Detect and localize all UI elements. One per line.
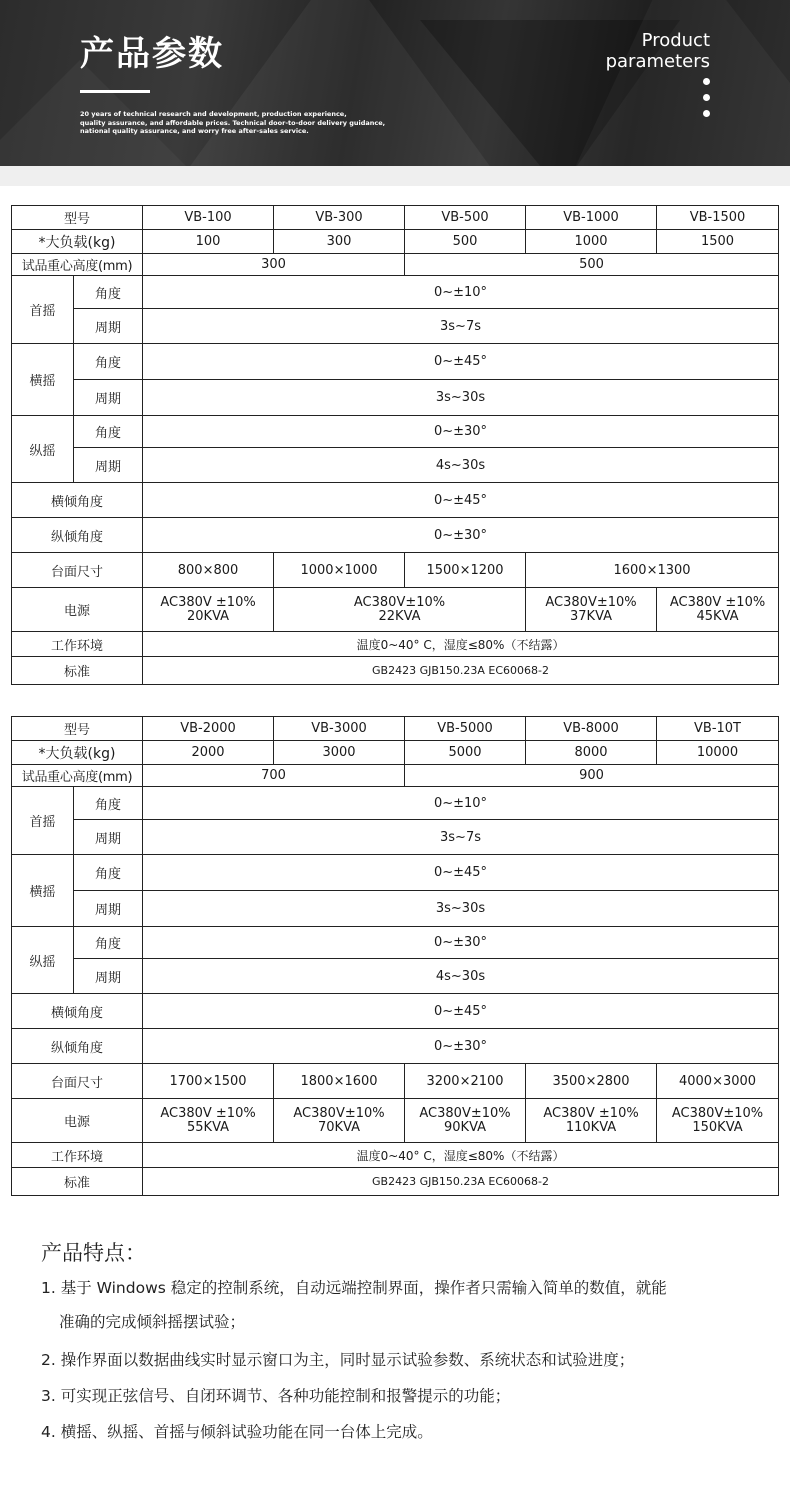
power-kva: 150KVA <box>692 1119 743 1135</box>
row-sublabel: 周期 <box>74 891 143 927</box>
table-cell: VB-3000 <box>274 717 405 741</box>
table-cell: 2000 <box>143 741 274 765</box>
table-cell: 900 <box>405 765 779 787</box>
table-cell: 1500×1200 <box>405 553 526 588</box>
table-cell: VB-5000 <box>405 717 526 741</box>
row-label: 工作环境 <box>12 1143 143 1168</box>
power-kva: 22KVA <box>378 608 421 624</box>
english-title-line: parameters <box>605 51 710 72</box>
row-sublabel: 角度 <box>74 927 143 959</box>
power-voltage: AC380V ±10% <box>160 594 256 610</box>
subtitle-line: quality assurance, and affordable prices. Technical door-to-door delivery guidance, <box>80 118 386 127</box>
row-label: 型号 <box>12 206 143 230</box>
row-sublabel: 周期 <box>74 448 143 483</box>
table-row <box>12 588 779 632</box>
table-row <box>12 657 779 685</box>
row-label: *大负载(kg) <box>12 230 143 254</box>
row-label: 首摇 <box>12 787 74 855</box>
power-voltage: AC380V±10% <box>545 594 637 610</box>
row-label: 型号 <box>12 717 143 741</box>
feature-line: 准确的完成倾斜摇摆试验； <box>59 1313 246 1331</box>
english-title <box>510 30 710 72</box>
table-cell: VB-300 <box>274 206 405 230</box>
title-underline <box>80 90 150 93</box>
spec-table-2 <box>11 716 779 1196</box>
table-cell: 0~±10° <box>143 787 779 820</box>
feature-item: 2. 操作界面以数据曲线实时显示窗口为主，同时显示试验参数、系统状态和试验进度； <box>41 1351 635 1369</box>
feature-item: 4. 横摇、纵摇、首摇与倾斜试验功能在同一台体上完成。 <box>41 1423 433 1441</box>
row-sublabel: 角度 <box>74 855 143 891</box>
table-cell: 3000 <box>274 741 405 765</box>
table-cell: 3s~7s <box>143 820 779 855</box>
banner-decoration <box>560 0 790 166</box>
table-row <box>12 553 779 588</box>
table-row <box>12 959 779 994</box>
table-cell: 1600×1300 <box>526 553 779 588</box>
table-cell: 0~±45° <box>143 483 779 518</box>
features-title: 产品特点： <box>41 1241 146 1265</box>
row-label: 工作环境 <box>12 632 143 657</box>
table-cell: 10000 <box>657 741 779 765</box>
row-label: 横摇 <box>12 344 74 416</box>
table-cell: 0~±30° <box>143 1029 779 1064</box>
row-label: 横倾角度 <box>12 994 143 1029</box>
table-cell <box>274 588 526 632</box>
table-cell <box>143 1099 274 1143</box>
power-voltage: AC380V±10% <box>419 1105 511 1121</box>
row-sublabel: 角度 <box>74 276 143 309</box>
table-cell: 1000×1000 <box>274 553 405 588</box>
power-kva: 70KVA <box>318 1119 361 1135</box>
power-voltage: AC380V±10% <box>671 1105 764 1121</box>
table-row <box>12 820 779 855</box>
row-label: 纵摇 <box>12 927 74 994</box>
table-cell: 500 <box>405 254 779 276</box>
table-row <box>12 1029 779 1064</box>
table-cell <box>274 1099 405 1143</box>
feature-item: 3. 可实现正弦信号、自闭环调节、各种功能控制和报警提示的功能； <box>41 1387 511 1405</box>
table-row <box>12 1064 779 1099</box>
table-cell: 8000 <box>526 741 657 765</box>
table-cell: VB-10T <box>657 717 779 741</box>
table-cell <box>526 588 657 632</box>
table-row <box>12 741 779 765</box>
table-row <box>12 344 779 380</box>
power-voltage: AC380V ±10% <box>669 594 766 610</box>
table-row <box>12 483 779 518</box>
table-cell: 4s~30s <box>143 959 779 994</box>
table-cell: 温度0~40° C，湿度≤80%（不结露） <box>143 632 779 657</box>
row-label: 试品重心高度(mm) <box>12 765 143 787</box>
table-cell: 温度0~40° C，湿度≤80%（不结露） <box>143 1143 779 1168</box>
table-cell: 1000 <box>526 230 657 254</box>
row-label: 台面尺寸 <box>12 553 143 588</box>
row-label: 纵倾角度 <box>12 1029 143 1064</box>
table-cell: 3s~30s <box>143 891 779 927</box>
table-row <box>12 276 779 309</box>
subtitle-line: national quality assurance, and worry free after-sales service. <box>80 127 309 135</box>
row-label: 标准 <box>12 1168 143 1196</box>
table-cell: VB-500 <box>405 206 526 230</box>
row-sublabel: 角度 <box>74 416 143 448</box>
table-row <box>12 717 779 741</box>
table-row <box>12 1168 779 1196</box>
power-kva: 20KVA <box>187 608 230 624</box>
table-cell: 100 <box>143 230 274 254</box>
row-label: 纵倾角度 <box>12 518 143 553</box>
dots-icon <box>703 78 711 126</box>
table-row <box>12 309 779 344</box>
divider-strip <box>0 166 790 186</box>
table-cell: VB-1000 <box>526 206 657 230</box>
table-cell: GB2423 GJB150.23A EC60068-2 <box>143 1168 779 1196</box>
table-row <box>12 765 779 787</box>
table-cell <box>143 588 274 632</box>
header-banner <box>0 0 790 166</box>
page-title: 产品参数 <box>80 34 224 74</box>
row-sublabel: 角度 <box>74 344 143 380</box>
table-row <box>12 1099 779 1143</box>
table-cell: VB-1500 <box>657 206 779 230</box>
table-cell: GB2423 GJB150.23A EC60068-2 <box>143 657 779 685</box>
subtitle-line: 20 years of technical research and development, production experience, <box>80 110 347 118</box>
row-label: 电源 <box>12 1099 143 1143</box>
power-voltage: AC380V±10% <box>353 594 446 610</box>
row-sublabel: 周期 <box>74 820 143 855</box>
row-label: 试品重心高度(mm) <box>12 254 143 276</box>
table-cell: 4000×3000 <box>657 1064 779 1099</box>
table-cell: VB-100 <box>143 206 274 230</box>
table-cell: 0~±10° <box>143 276 779 309</box>
table-row <box>12 448 779 483</box>
power-voltage: AC380V±10% <box>293 1105 385 1121</box>
table-row <box>12 380 779 416</box>
table-cell: 0~±30° <box>143 416 779 448</box>
feature-line: 1. 基于 Windows 稳定的控制系统，自动远端控制界面，操作者只需输入简单的数值，就能 <box>41 1279 667 1297</box>
row-sublabel: 周期 <box>74 309 143 344</box>
table-cell: 700 <box>143 765 405 787</box>
row-label: 电源 <box>12 588 143 632</box>
row-label: 标准 <box>12 657 143 685</box>
table-row <box>12 994 779 1029</box>
table-row <box>12 787 779 820</box>
table-cell: 0~±30° <box>143 927 779 959</box>
row-sublabel: 角度 <box>74 787 143 820</box>
table-row <box>12 230 779 254</box>
table-cell: 3500×2800 <box>526 1064 657 1099</box>
row-label: 横摇 <box>12 855 74 927</box>
table-cell: VB-8000 <box>526 717 657 741</box>
table-cell: 0~±45° <box>143 855 779 891</box>
feature-item <box>41 1271 761 1339</box>
row-label: *大负载(kg) <box>12 741 143 765</box>
table-row <box>12 518 779 553</box>
table-row <box>12 254 779 276</box>
row-label: 纵摇 <box>12 416 74 483</box>
table-row <box>12 891 779 927</box>
power-kva: 45KVA <box>696 608 739 624</box>
table-row <box>12 1143 779 1168</box>
table-cell: VB-2000 <box>143 717 274 741</box>
table-row <box>12 927 779 959</box>
table-cell: 3s~7s <box>143 309 779 344</box>
power-voltage: AC380V ±10% <box>160 1105 256 1121</box>
table-cell: 5000 <box>405 741 526 765</box>
power-kva: 110KVA <box>565 1119 617 1135</box>
table-cell <box>657 1099 779 1143</box>
power-voltage: AC380V ±10% <box>543 1105 639 1121</box>
table-cell <box>526 1099 657 1143</box>
english-title-line: Product <box>641 30 710 51</box>
row-sublabel: 周期 <box>74 380 143 416</box>
table-row <box>12 206 779 230</box>
power-kva: 37KVA <box>570 608 613 624</box>
table-cell: 3200×2100 <box>405 1064 526 1099</box>
table-cell: 1700×1500 <box>143 1064 274 1099</box>
table-cell <box>405 1099 526 1143</box>
row-label: 横倾角度 <box>12 483 143 518</box>
table-cell: 0~±45° <box>143 344 779 380</box>
table-cell: 4s~30s <box>143 448 779 483</box>
table-cell: 800×800 <box>143 553 274 588</box>
table-row <box>12 632 779 657</box>
table-row <box>12 416 779 448</box>
table-row <box>12 855 779 891</box>
table-cell: 0~±45° <box>143 994 779 1029</box>
table-cell: 500 <box>405 230 526 254</box>
table-cell: 300 <box>143 254 405 276</box>
spec-table-1 <box>11 205 779 685</box>
row-sublabel: 周期 <box>74 959 143 994</box>
power-kva: 90KVA <box>444 1119 487 1135</box>
row-label: 台面尺寸 <box>12 1064 143 1099</box>
table-cell <box>657 588 779 632</box>
power-kva: 55KVA <box>187 1119 230 1135</box>
banner-subtitle <box>80 110 420 136</box>
table-cell: 1500 <box>657 230 779 254</box>
table-cell: 300 <box>274 230 405 254</box>
row-label: 首摇 <box>12 276 74 344</box>
table-cell: 3s~30s <box>143 380 779 416</box>
table-cell: 1800×1600 <box>274 1064 405 1099</box>
table-cell: 0~±30° <box>143 518 779 553</box>
